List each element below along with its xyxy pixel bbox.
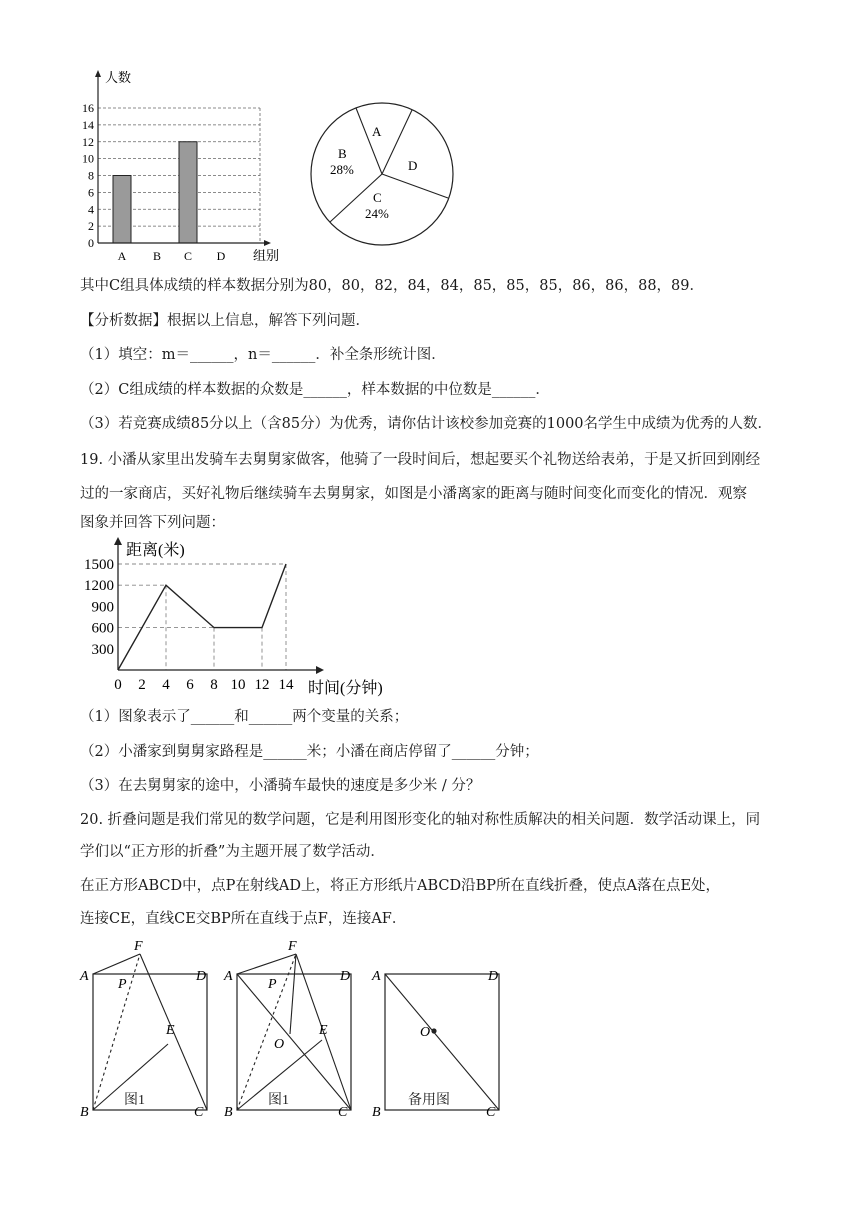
- svg-text:C: C: [486, 1105, 496, 1116]
- svg-text:A: A: [80, 969, 89, 984]
- q19-part1: （1）图象表示了______和______两个变量的关系；: [80, 709, 409, 725]
- bar-y-tick-label: 2: [88, 219, 94, 234]
- bar-a: [113, 176, 131, 244]
- line-x-tick-label: 12: [254, 677, 270, 693]
- line-series: [118, 564, 286, 670]
- q18-part2: （2）C组成绩的样本数据的众数是______，样本数据的中位数是______．: [80, 382, 550, 398]
- svg-text:C: C: [338, 1105, 348, 1116]
- q18-part1: （1）填空：m＝______，n＝______．补全条形统计图．: [80, 347, 446, 363]
- bar-x-tick-label: B: [152, 249, 162, 263]
- figure-1-caption: 图1: [124, 1093, 145, 1108]
- svg-text:D: D: [488, 969, 499, 984]
- svg-text:B: B: [80, 1105, 89, 1116]
- pie-slice-c-percent: 24%: [365, 206, 389, 221]
- svg-text:B: B: [224, 1105, 233, 1116]
- analysis-heading: 【分析数据】根据以上信息，解答下列问题．: [80, 313, 370, 329]
- bar-y-tick-label: 0: [88, 236, 94, 250]
- bar-y-tick-label: 4: [88, 202, 94, 217]
- bar-x-tick-label: A: [117, 249, 127, 263]
- q20-line1: 20. 折叠问题是我们常见的数学问题，它是利用图形变化的轴对称性质解决的相关问题．数学活动课上，同: [80, 812, 761, 828]
- q19-line2: 过的一家商店，买好礼物后继续骑车去舅舅家，如图是小潘离家的距离与随时间变化而变化的情况．观察: [80, 486, 747, 502]
- q19-part3: （3）在去舅舅家的途中，小潘骑车最快的速度是多少米 / 分？: [80, 778, 481, 794]
- svg-text:C: C: [194, 1105, 204, 1116]
- line-x-tick-label: 4: [162, 677, 170, 693]
- bar-y-tick-label: 8: [88, 168, 94, 183]
- svg-text:D: D: [340, 969, 351, 984]
- bar-x-tick-label: D: [216, 249, 226, 263]
- pie-slice-a-label: A: [372, 124, 382, 139]
- line-y-tick-label: 900: [91, 599, 114, 616]
- svg-text:O: O: [274, 1037, 285, 1052]
- bar-y-axis-label: 人数: [105, 70, 132, 85]
- svg-text:F: F: [134, 939, 143, 954]
- line-y-tick-label: 1500: [84, 557, 114, 573]
- geometry-figure-2: [220, 936, 360, 1116]
- pie-slice-c-label: C: [373, 190, 382, 205]
- line-y-tick-label: 1200: [84, 578, 114, 595]
- svg-text:A: A: [372, 969, 381, 984]
- bar-chart: [80, 66, 290, 266]
- line-y-tick-label: 300: [91, 641, 114, 658]
- svg-text:D: D: [196, 969, 207, 984]
- svg-text:F: F: [288, 939, 297, 954]
- pie-slice-b-label: B: [338, 146, 347, 161]
- q19-line1: 19. 小潘从家里出发骑车去舅舅家做客，他骑了一段时间后，想起要买个礼物送给表弟，于是又折回到刚经: [80, 452, 761, 468]
- svg-text:O: O: [420, 1025, 431, 1040]
- svg-text:B: B: [372, 1105, 381, 1116]
- pie-slice-d-label: D: [408, 158, 418, 173]
- line-x-tick-label: 2: [138, 677, 146, 693]
- bar-y-tick-label: 14: [82, 117, 94, 132]
- c-group-data: 其中C组具体成绩的样本数据分别为80，80，82，84，84，85，85，85，86，86，88，89．: [80, 278, 704, 294]
- svg-text:P: P: [118, 977, 127, 992]
- pie-slice-b-percent: 28%: [330, 162, 354, 177]
- bar-y-tick-label: 12: [82, 134, 94, 149]
- q20-line4: 连接CE，直线CE交BP所在直线于点F，连接AF．: [80, 911, 407, 927]
- figure-2-caption: 图1: [268, 1093, 289, 1108]
- geometry-figure-1: [76, 936, 216, 1116]
- pie-chart: [300, 94, 470, 264]
- line-x-tick-label: 14: [278, 677, 294, 693]
- bar-y-tick-label: 16: [82, 101, 94, 115]
- svg-text:E: E: [166, 1023, 175, 1038]
- q19-part2: （2）小潘家到舅舅家路程是______米；小潘在商店停留了______分钟；: [80, 744, 539, 760]
- line-x-tick-label: 0: [114, 677, 122, 693]
- bar-x-axis-label: 组别: [253, 248, 280, 263]
- bar-y-tick-label: 10: [82, 151, 94, 166]
- line-x-tick-label: 8: [210, 677, 218, 693]
- bar-c: [179, 142, 197, 243]
- line-x-axis-label: 时间(分钟): [308, 680, 383, 697]
- q19-line3: 图象并回答下列问题：: [80, 515, 225, 531]
- svg-text:A: A: [224, 969, 233, 984]
- line-x-tick-label: 6: [186, 677, 194, 693]
- line-chart: [80, 534, 410, 700]
- q18-part3: （3）若竞赛成绩85分以上（含85分）为优秀，请你估计该校参加竞赛的1000名学生中成绩为优秀的人数．: [80, 416, 773, 432]
- line-y-axis-label: 距离(米): [126, 542, 185, 559]
- q20-line2: 学们以“正方形的折叠”为主题开展了数学活动．: [80, 844, 385, 860]
- bar-x-tick-label: C: [183, 249, 193, 263]
- bar-y-tick-label: 6: [88, 185, 94, 200]
- svg-text:E: E: [319, 1023, 328, 1038]
- q20-line3: 在正方形ABCD中，点P在射线AD上，将正方形纸片ABCD沿BP所在直线折叠，使点A落在点E处，: [80, 878, 721, 894]
- svg-text:P: P: [268, 977, 277, 992]
- line-x-tick-label: 10: [230, 677, 246, 693]
- figure-backup-caption: 备用图: [408, 1093, 450, 1108]
- line-y-tick-label: 600: [91, 620, 114, 637]
